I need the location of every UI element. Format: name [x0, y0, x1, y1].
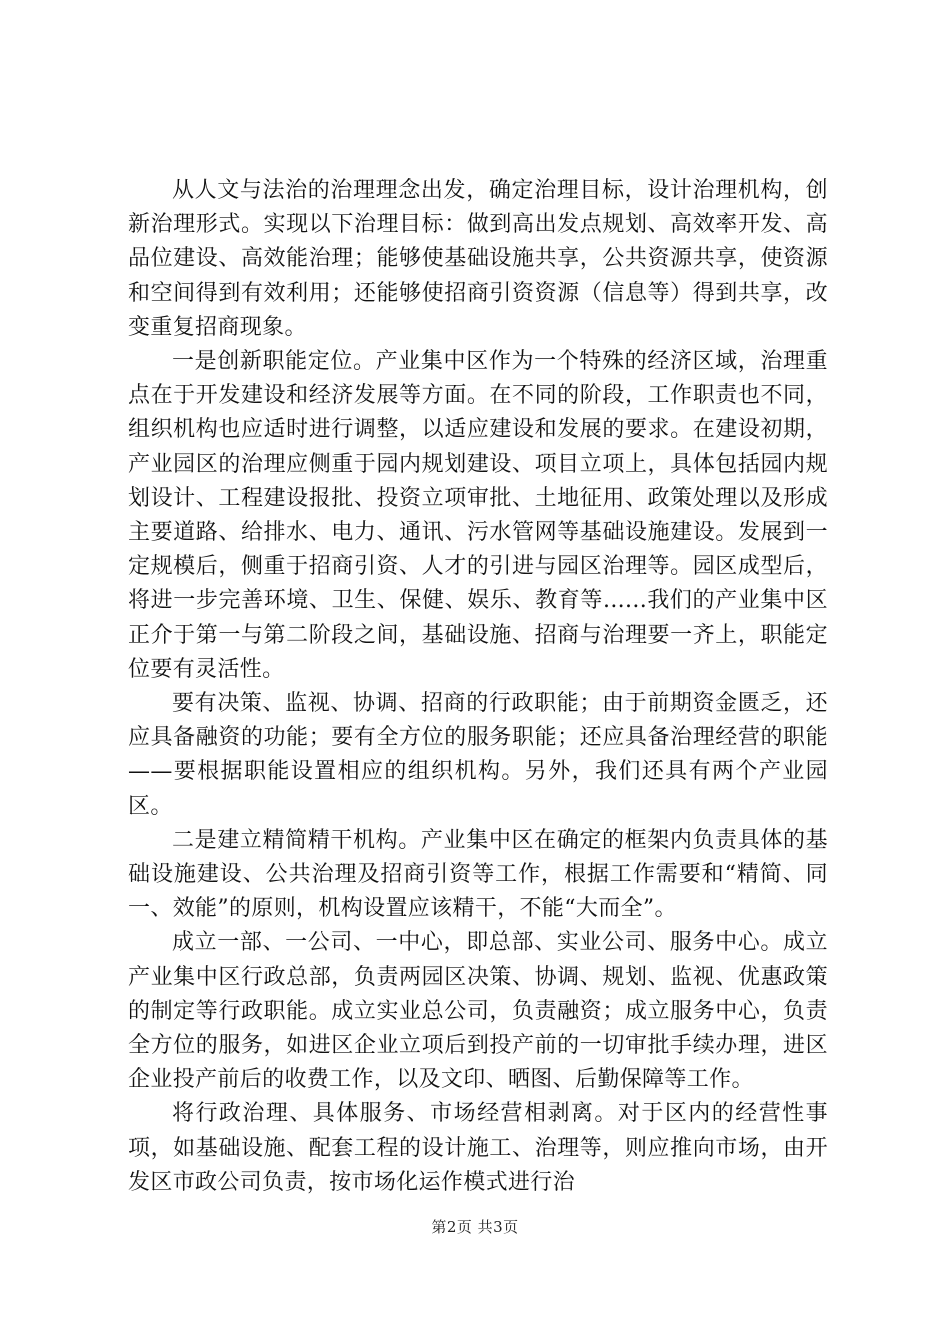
paragraph-3: 要有决策、监视、协调、招商的行政职能；由于前期资金匮乏，还应具备融资的功能；要有全方位的服务职能；还应具备治理经营的职能——要根据职能设置相应的组织机构。另外，我们还具有两个产业园区。 [128, 691, 828, 819]
document-body [128, 174, 828, 1200]
paragraph-1: 从人文与法治的治理理念出发，确定治理目标，设计治理机构，创新治理形式。实现以下治理目标：做到高出发点规划、高效率开发、高品位建设、高效能治理；能够使基础设施共享，公共资源共享，使资源和空间得到有效利用；还能够使招商引资资源（信息等）得到共享，改变重复招商现象。 [128, 178, 828, 340]
page-number-footer: 第2页 共3页 [431, 1218, 519, 1236]
paragraph-4: 二是建立精简精干机构。产业集中区在确定的框架内负责具体的基础设施建设、公共治理及招商引资等工作，根据工作需要和“精简、同一、效能”的原则，机构设置应该精干，不能“大而全”。 [128, 827, 828, 922]
paragraph-5: 成立一部、一公司、一中心，即总部、实业公司、服务中心。成立产业集中区行政总部，负责两园区决策、协调、规划、监视、优惠政策的制定等行政职能。成立实业总公司，负责融资；成立服务中心，负责全方位的服务，如进区企业立项后到投产前的一切审批手续办理，进区企业投产前后的收费工作，以及文印、晒图、后勤保障等工作。 [128, 930, 828, 1093]
paragraph-2: 一是创新职能定位。产业集中区作为一个特殊的经济区域，治理重点在于开发建设和经济发展等方面。在不同的阶段，工作职责也不同，组织机构也应适时进行调整，以适应建设和发展的要求。在建设初期，产业园区的治理应侧重于园内规划建设、项目立项上，具体包括园内规划设计、工程建设报批、投资立项审批、土地征用、政策处理以及形成主要道路、给排水、电力、通讯、污水管网等基础设施建设。发展到一定规模后，侧重于招商引资、人才的引进与园区治理等。园区成型后，将进一步完善环境、卫生、保健、娱乐、教育等......我们的产业集中区正介于第一与第二阶段之间，基础设施、招商与治理要一齐上，职能定位要有灵活性。 [128, 349, 828, 682]
paragraph-6: 将行政治理、具体服务、市场经营相剥离。对于区内的经营性事项，如基础设施、配套工程的设计施工、治理等，则应推向市场，由开发区市政公司负责，按市场化运作模式进行治 [128, 1101, 828, 1195]
